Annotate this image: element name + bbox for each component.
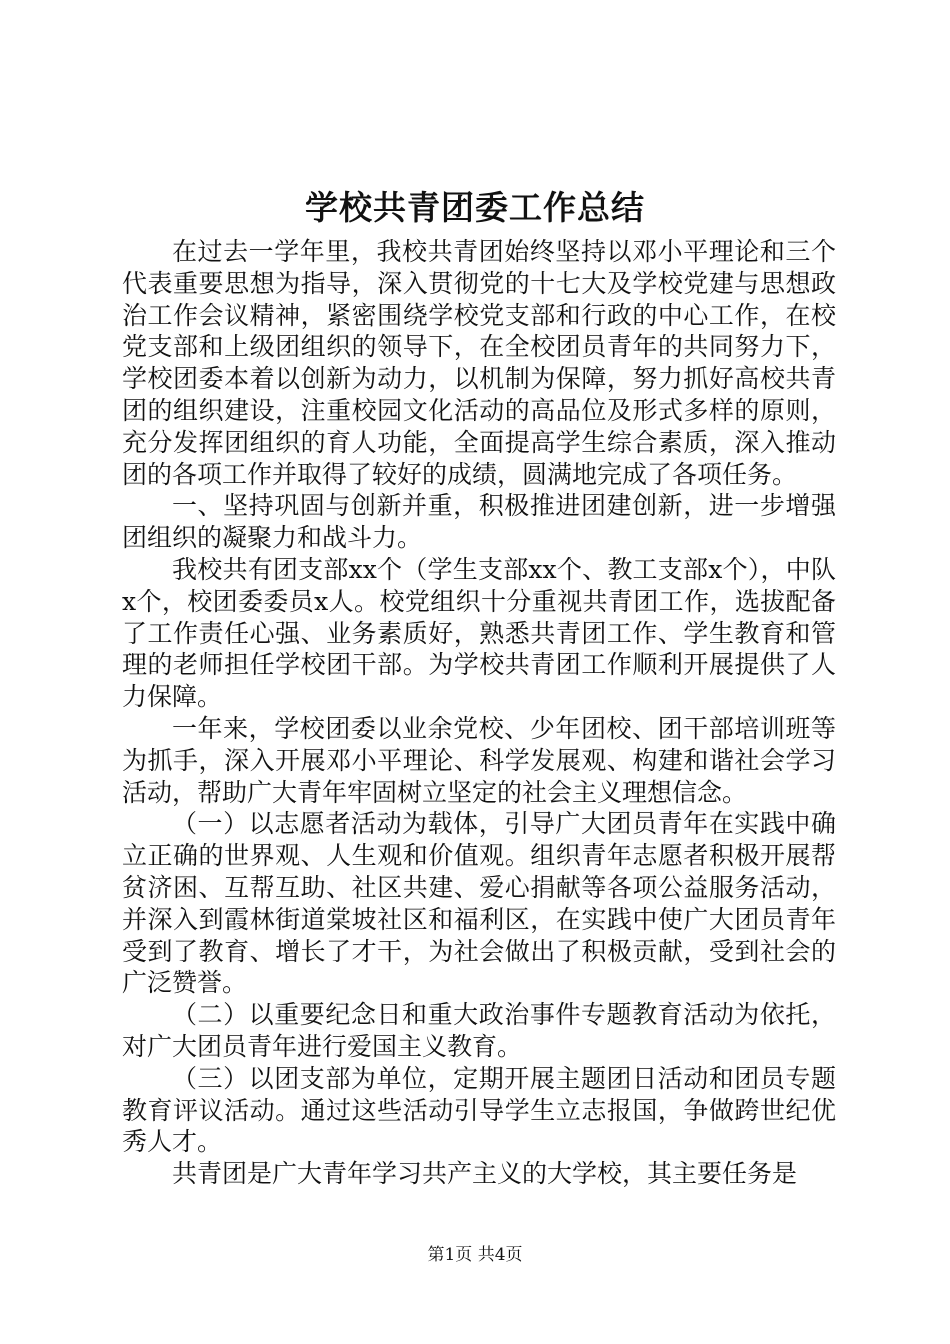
page-footer: 第1页 共4页 [427, 1245, 523, 1265]
paragraph: 一年来，学校团委以业余党校、少年团校、团干部培训班等为抓手，深入开展邓小平理论、科学发展观、构建和谐社会学习活动，帮助广大青年牢固树立坚定的社会主义理想信念。 [122, 713, 836, 807]
paragraph: 一、坚持巩固与创新并重，积极推进团建创新，进一步增强团组织的凝聚力和战斗力。 [122, 491, 836, 553]
paragraph: （二）以重要纪念日和重大政治事件专题教育活动为依托，对广大团员青年进行爱国主义教育。 [122, 1000, 836, 1061]
document-body [122, 236, 836, 1190]
paragraph: （一）以志愿者活动为载体，引导广大团员青年在实践中确立正确的世界观、人生观和价值观。组织青年志愿者积极开展帮贫济困、互帮互助、社区共建、爱心捐献等各项公益服务活动，并深入到霞林街道棠坡社区和福利区，在实践中使广大团员青年受到了教育、增长了才干，为社会做出了积极贡献，受到社会的广泛赞誉。 [122, 809, 836, 998]
paragraph: 在过去一学年里，我校共青团始终坚持以邓小平理论和三个代表重要思想为指导，深入贯彻党的十七大及学校党建与思想政治工作会议精神，紧密围绕学校党支部和行政的中心工作，在校党支部和上级团组织的领导下，在全校团员青年的共同努力下，学校团委本着以创新为动力，以机制为保障，努力抓好高校共青团的组织建设，注重校园文化活动的高品位及形式多样的原则，充分发挥团组织的育人功能，全面提高学生综合素质，深入推动团的各项工作并取得了较好的成绩，圆满地完成了各项任务。 [122, 237, 836, 489]
document-title: 学校共青团委工作总结 [305, 188, 645, 227]
paragraph: （三）以团支部为单位，定期开展主题团日活动和团员专题教育评议活动。通过这些活动引导学生立志报国，争做跨世纪优秀人才。 [122, 1063, 836, 1157]
paragraph: 我校共有团支部xx个（学生支部xx个、教工支部x个），中队x个，校团委委员x人。校党组织十分重视共青团工作，选拔配备了工作责任心强、业务素质好，熟悉共青团工作、学生教育和管理的老师担任学校团干部。为学校共青团工作顺利开展提供了人力保障。 [122, 554, 836, 712]
paragraph: 共青团是广大青年学习共产主义的大学校，其主要任务是 [172, 1159, 798, 1189]
